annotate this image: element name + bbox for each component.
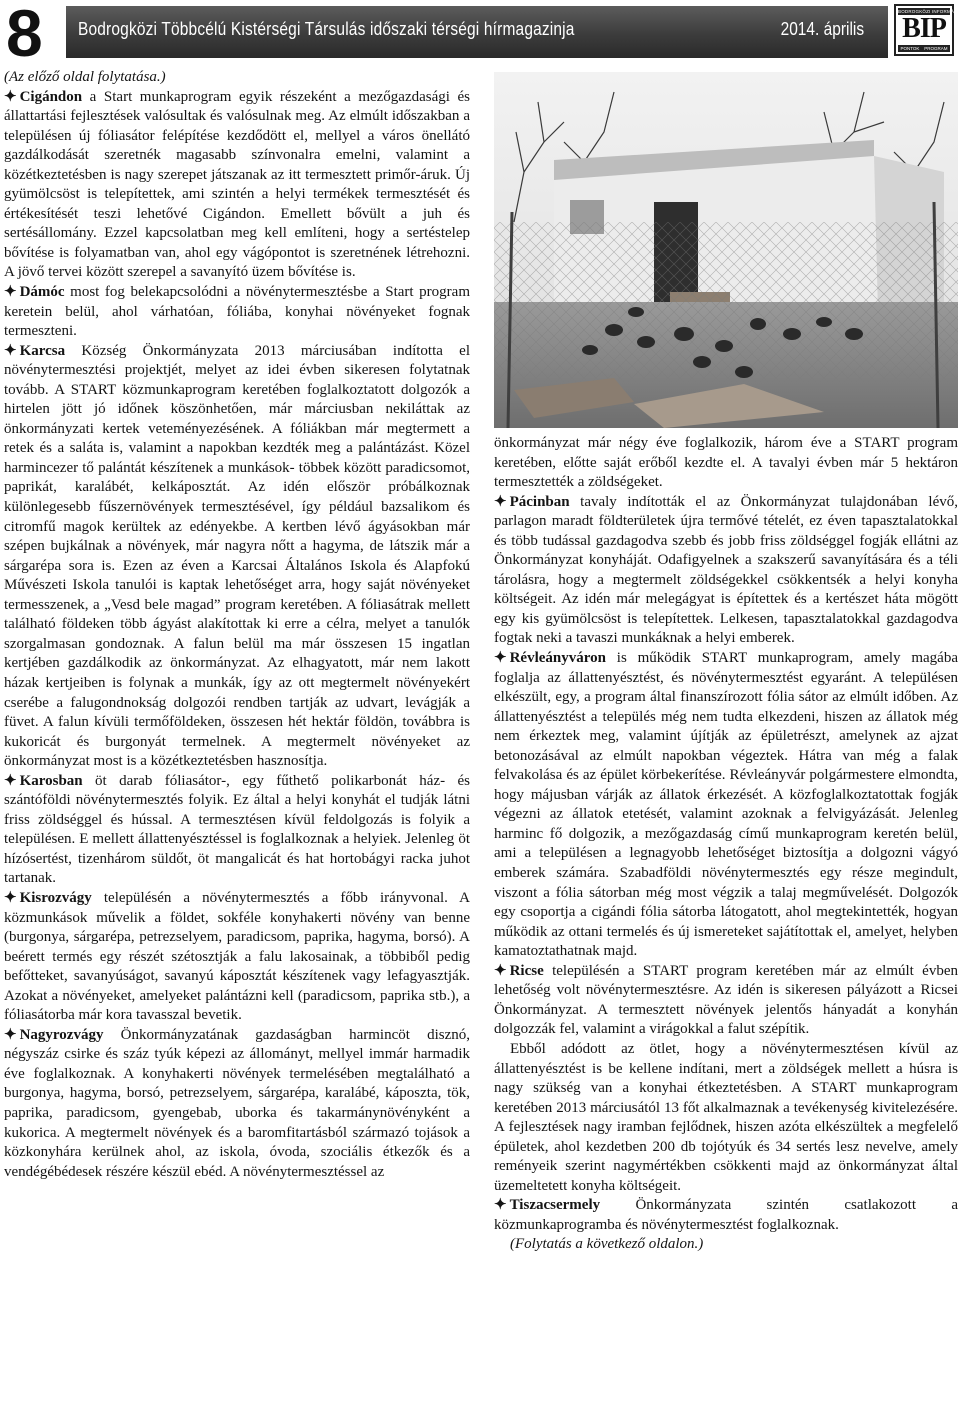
section-revleanyvar [494,649,958,962]
logo-letters: BIP [902,13,946,44]
logo-bottom-right: PROGRAM [924,46,948,51]
star-bullet-icon: ✦ [4,88,17,105]
article-right-column [494,434,958,1255]
section-damoc [4,283,470,342]
page-number: 8 [6,0,41,70]
place-name: Cigándon [19,88,83,105]
chicken-coop-photo-drawing [494,72,958,428]
section-karcsa [4,342,470,772]
magazine-title: Bodrogközi Többcélú Kistérségi Társulás időszaki térségi hírmagazinja [78,19,575,39]
chicken-coop-photo [494,72,958,428]
article-left-column [4,68,470,1182]
place-name: Pácinban [509,493,570,510]
place-name: Dámóc [19,284,65,301]
star-bullet-icon: ✦ [494,962,507,979]
place-name: Ricse [509,962,544,979]
section-text: Önkormányzatának gazdaságban harmincöt disznó, négyszáz csirke és száz tyúk képezi az állományt, mellyel immár harmadik éve foglalkoznak. A konyhakerti növények termelésében megtalálható a burgonya, hagyma, borsó, petrezselyem, sárgarépa, karalábé, káposzta, tök, paprika, paradicsom, gyengebab, uborka és takarmánynövényként a kukorica. A megtermelt növények és a baromfitartásból származó tojások a közkonyhára kerülnek ahol, az iskola, óvoda, szociális étkezők és a vendégébédesek részére készül ebéd. A növénytermesztéssel az [4,1026,470,1180]
section-pacin [494,493,958,649]
section-text: a Start munkaprogram egyik részeként a mezőgazdasági és állattartási fejlesztések valósultak és valósulnak meg. Az elmúlt időszakban a településen új fóliasátor felépítése kezdődött el, mellyel a város önellátó gazdálkodását szeretnék magasabb színvonalra emelni, valamint a közétkeztetésben is nagy szerepet játszanak az itt termesztett primőr-áruk. Új gyümölcsöst is telepítettek, ami szintén a helyi termékek termesztését és értékesítését teszi lehetővé Cigándon. Emellett bővült a juh és sertésállomány. Ezzel kapcsolatban meg kell említeni, hogy a sertéstelep bővítése is folyamatban van, ahol egy vágópontot is szeretnének létrehozni. A jövő tervei között szerepel a savanyító üzem bővítése is. [4,88,470,281]
page-header [0,0,966,70]
ricse-followup-paragraph: Ebből adódott az ötlet, hogy a növénytermesztésen kívül az állattenyésztést is be kellene indítani, mert a zöldségek mellett a húsra is nagy szükség van a konyhai étkeztetésben. A START munkaprogram keretében 2013 márciusától 13 főt alkalmaznak a tevékenység kivitelezésére. A fejlesztések nagy iramban fejlődnek, hiszen azóta elkészültek a megfelelő épületek, ahol kezdetben 200 db tojótyúk és 34 sertés lesz nevelve, amely reményeik szerint nagymértékben csökkenti majd az önkormányzat által üzemeltetett konyha költségeit. [494,1040,958,1194]
place-name: Nagyrozvágy [19,1026,104,1043]
logo-top-text: BODROGKÖZI INFORMÁCIÓS [898,9,966,14]
section-cigand [4,88,470,283]
logo-bottom-bar [898,45,950,52]
star-bullet-icon: ✦ [4,889,17,906]
section-text: öt darab fóliasátor-, egy fűthető polikarbonát ház- és szántóföldi növénytermesztés folyik. Ez által a helyi konyhát el tudják látni friss zöldséggel és hússal. A termesztésen kívül feldolgozás is folyik a településen. E mellett állattenyésztéssel is foglalkoznak a helyiek. Jelenleg öt hízósertést, tizenhárom süldőt, öt mangalicát és hat hortobágyi racka juhot tartanak. [4,772,470,887]
place-name: Tiszacsermely [509,1197,601,1214]
section-nagyrozvagy [4,1026,470,1182]
section-text: Község Önkormányzata 2013 márciusában indította el növénytermesztési projektjét, melyet az idei évben sikeresen folytatnak tovább. A START közmunkaprogram keretében foglalkoztatott dolgozók a hirtelen jött jó időnek köszönhetően, már márciusban nekiláttak az önkormányzati kertek veteményezésének. A fóliákban már megtermett a retek és a saláta is, valamint a napokban kezdték meg a palántázást. Közel harmincezer tő palántát készítenek a munkások- többek között paradicsomot, paprikát, karalábét, kelkáposztát. Az idén először próbálkoznak különlegesebb fűszernövények termesztésével, így például bazsalikom és citromfű magok kerültek az edényekbe. A kertben lévő ágyásokban már szépen bujkálnak a növények, már nagyra nőtt a hagyma, de látszik már a sárgarépa sora is. Ezen az éven a Karcsai Általános Iskola és Alapfokú Művészeti Iskola tanulói is kaptak lehetőséget arra, hogy saját növényeket termesszenek, a „Vesd bele magad” program keretében. A fóliasátrak mellett található földeken több ágyást alakítottak ki erre a célra, melyet a tanulók szorgalmasan gondoznak. A falun belül ma már összesen 15 ingatlan kertjében gazdálkodik az önkormányzat. Az elhagyatott, már nem lakott házak kertjeiben is folynak a munkák, így az ott megtermelt növényekért cserébe a falugondnokság dolgozói rendben tartják az udvart, levágják a füvet. A falun kívüli termőföldeken, összesen hét hektár földön, továbbra is kukoricát és burgonyát termelnek. A megtermelt növényeket az önkormányzat most is a közétkeztetésben hasznosítja. [4,342,470,770]
section-text: tavaly indították el az Önkormányzat tulajdonában lévő, parlagon maradt földterületek újra termővé tételét, ez éven tapasztalatokkal és több tudással gazdagodva szebb és jobb friss zöldséggel fogják ellátni az Önkormányzat konyháját. Odafigyelnek a szakszerű savanyítására és a téli tárolásra, hogy a megtermelt zöldségekkel csökkentsék a helyi konyha költségeit. Az idén már melegágyat is építettek és a kertészet háta mögött egy kis gyümölcsöst is telepítettek. Lelkesen, tapasztalatokkal gazdagodva fogtak neki a tavaszi munkáknak a helyi emberek. [494,493,958,647]
section-text: is működik START munkaprogram, amely magába foglalja az állattenyésztést, és növénytermesztést egyaránt. A településen elkészült, egy, a program által finanszírozott fólia sátor az elmúlt időben. Az állattenyésztést a település még nem tudta elkezdeni, hiszen az állatok még nem érkeztek meg, valamint újítják az épületrészt, amelynek az ajzat betonozásával az elmúlt napokban végeztek. Hátra van még a falak felvakolása és az épület körbekerítése. Révleányvár polgármestere elmondta, hogy májusban várják az állatok érkezését. A közfoglalkoztatottak fogják végezni az állatok etetését, valamint azoknak a felvigyázását. Jelenleg harminc fő dolgozik, a mezőgazdaság című munkaprogram keretén belül, ami a településen a legnagyobb lehetőséget biztosítja a dolgozni vágyó emberek számára. Szabadföldi növénytermesztés egy része megindult, viszont a fólia sátorban még most végzik a talaj megművelését. Dolgozók egy csoportja a cigándi fólia sátorba látogatott, ahol megtekintették, hogyan működik az ottani termelés és új ismereteket sajátítottak el, amelyet, helyben kamatoztathatnak majd. [494,650,958,960]
header-band [66,6,888,58]
place-name: Karosban [19,772,83,789]
star-bullet-icon: ✦ [4,284,17,301]
continued-to: (Folytatás a következő oldalon.) [510,1236,704,1253]
star-bullet-icon: ✦ [4,1026,17,1043]
issue-date: 2014. április [780,19,864,39]
section-text: településén a START program keretében már az elmúlt évben lehetőség volt növénytermesztésre. Az idén is sikeresen pályázott a Ricsei Önkormányzat. A termesztett növények jelentős hányadát a konyhán dolgozzák fel, valamint a virágokkal a falut szépítik. [494,962,958,1038]
continued-from: (Az előző oldal folytatása.) [4,69,166,85]
star-bullet-icon: ✦ [4,342,17,359]
star-bullet-icon: ✦ [494,650,507,667]
place-name: Karcsa [19,342,66,359]
right-lead-paragraph: önkormányzat már négy éve foglalkozik, három éve a START program keretében, előtte saját erőből kezdte el. A tavalyi évben már 5 hektáron termesztették a zöldségeket. [494,435,958,491]
section-ricse [494,962,958,1040]
star-bullet-icon: ✦ [494,493,507,510]
section-text: településén a növénytermesztés a főbb irányvonal. A közmunkások művelik a földet, sokféle konyhakerti növény van benne (burgonya, sárgarépa, petrezselyem, paradicsom, paprika, hagyma, borsó). A beérett termés egy részét szétosztják a falu lakosainak, a többiből pedig befőtteket, savanyúságot, savanyú káposztát készítenek vagy lefagyasztják. Azokat a növényeket, amelyeket palántázni kell (paradicsom, paprika stb.), a fóliasátorba már kora tavasszal bevetik. [4,889,470,1024]
section-karos [4,772,470,889]
star-bullet-icon: ✦ [4,772,17,789]
bip-logo [894,4,966,56]
section-text: Önkormányzata szintén csatlakozott a közmunkaprogramba és növénytermesztést foglalkoznak. [494,1197,958,1233]
place-name: Révleányváron [509,650,606,667]
section-kisrozvagy [4,889,470,1026]
star-bullet-icon: ✦ [494,1197,507,1214]
place-name: Kisrozvágy [19,889,92,906]
logo-bottom-left: PONTOK [900,46,920,51]
section-text: most fog belekapcsolódni a növénytermesztésbe a Start program keretein belül, ahol várhatóan, fóliába, konyhai növényeket fognak termeszteni. [4,284,470,340]
section-tiszacsermely [494,1196,958,1235]
